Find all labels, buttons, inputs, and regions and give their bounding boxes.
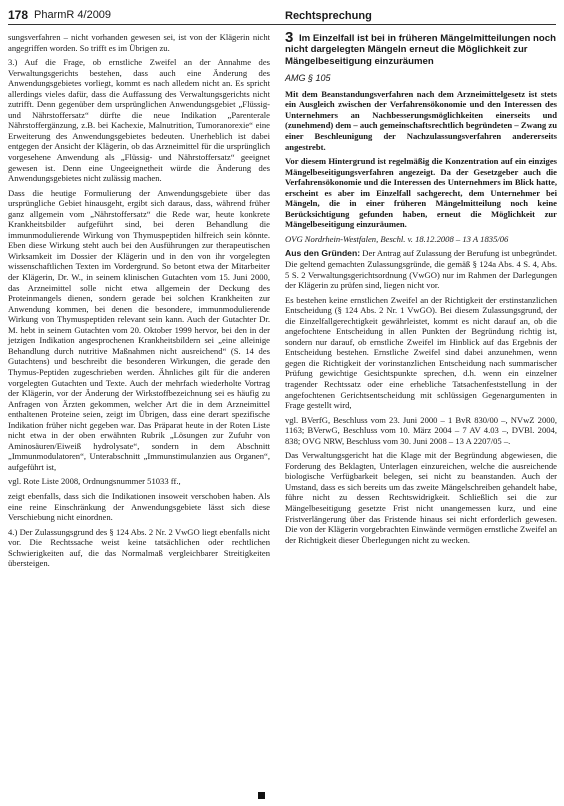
reasons-paragraph: Das Verwaltungsgericht hat die Klage mit der Begründung abgewiesen, die Forderung des Beklagten, Unterlagen einzureichen, welche die ausreichende biologische Verfügbarkeit belegen, sei nicht zu beanstanden. Auch der Umstand, dass es sich bereits um das zweite Mängelschreiben gehandelt habe, führe nicht zu dessen Rechtswidrigkeit. Schließlich sei die zur Mängelbeseitigung gesetzte Frist nicht unangemessen kurz, und eine Fristverlängerung über das Fristende hinaus sei nicht erforderlich gewesen. Die von der Klägerin vorgebrachten Einwände vermögen ernstliche Zweifel an der Richtigkeit dieser Überlegungen nicht zu wecken.	[285, 450, 557, 545]
header-rule	[8, 24, 556, 25]
journal-title: PharmR 4/2009	[34, 9, 112, 21]
left-citation: vgl. Rote Liste 2008, Ordnungsnummer 51033 ff.,	[8, 476, 181, 487]
end-mark	[258, 792, 265, 799]
reasons-label: Aus den Gründen:	[285, 248, 361, 259]
court-citation: OVG Nordrhein-Westfalen, Beschl. v. 18.12.2008 – 13 A 1835/06	[285, 233, 509, 244]
reasons-text: Der Antrag auf Zulassung der Berufung ist unbegründet. Die geltend gemachten Zulassungsgründe, die gemäß § 124a Abs. 4 S. 4, Abs. 5 S. 2 Verwaltungsgerichtsordnung (VwGO) nur im Rahmen der Darlegungen der Klägerin zu prüfen sind, liegen nicht vor.	[285, 248, 557, 291]
right-column	[285, 29, 557, 549]
page-number: 178	[8, 8, 29, 22]
left-paragraph: 3.) Auf die Frage, ob ernstliche Zweifel an der Annahme des Verwaltungsgerichts bestehen, dass auch eine Änderung des Anwendungsgebietes vorliegt, kommt es nach alledem nicht an. Es spricht allerdings vieles dafür, dass die Auffassung des Verwaltungsgerichts nicht zutrifft. Denn gegenüber dem ursprünglichen Anwendungsgebiet „Flüssig- und Nährstoffersatz“ dürfte die neue Indikation „Parenterale Nährstoffergänzung, z.B. bei Kachexie, Malnutrition, Tumoranorexie“ eine Erweiterung des Anwendungsgebietes bedeuten. Unerheblich ist dabei entgegen der Ansicht der Klägerin, ob das Arzneimittel für die ursprünglich vorgesehene Anwendung als „Flüssig- und Nährstoffersatz“ geeignet gewesen ist. Denn eine Ungeeignetheit würde die Änderung des Anwendungsgebietes nicht zulässig machen.	[8, 57, 270, 184]
reasons-paragraph	[285, 248, 557, 290]
case-headline-text: Im Einzelfall ist bei in früheren Mängelmitteilungen noch nicht dargelegten Mängeln erneut die Möglichkeit zur Mängelbeseitigung einzuräumen	[285, 33, 556, 67]
law-reference: AMG § 105	[285, 73, 331, 84]
reasons-citation: vgl. BVerfG, Beschluss vom 23. Juni 2000 – 1 BvR 830/00 –, NVwZ 2000, 1163; BVerwG, Beschluss vom 10. März 2004 – 7 AV 4.03 –, DVBl. 2004, 838; OVG NRW, Beschluss vom 30. Juni 2008 – 13 A 2207/05 –.	[285, 414, 557, 446]
guideline-paragraph: Vor diesem Hintergrund ist regelmäßig die Konzentration auf ein einziges Mängelbeseitigungsverfahren angezeigt. Da der Gesetzgeber auch die Verfahrensökonomie und die Interessen des Unternehmers im Blick hatte, erscheint es aber im Einzelfall sachgerecht, dem Unternehmer bei Mängeln, die in einer früheren Mängelmitteilung noch keine Berücksichtigung gefunden haben, erneut die Möglichkeit zur Mängelbeseitigung einzuräumen.	[285, 156, 557, 230]
reasons-paragraph: Es bestehen keine ernstlichen Zweifel an der Richtigkeit der erstinstanzlichen Entscheidung (§ 124 Abs. 2 Nr. 1 VwGO). Bei diesem Zulassungsgrund, der die Einzelfallgerechtigkeit gewährleistet, kommt es nicht darauf an, ob die angefochtene Entscheidung in allen Punkten der Begründung richtig ist, sondern nur darauf, ob ernstliche Zweifel im Hinblick auf das Ergebnis der Entscheidung bestehen. Ernstliche Zweifel sind dabei anzunehmen, wenn gegen die Richtigkeit der vorinstanzlichen Entscheidung nach summarischer Prüfung gewichtige Gesichtspunkte sprechen, d.h. wenn ein einzelner tragender Rechtssatz oder eine erhebliche Tatsachenfeststellung in der angefochtenen Gerichtsentscheidung mit schlüssigen Gegenargumenten in Frage gestellt wird,	[285, 294, 557, 411]
left-paragraph: zeigt ebenfalls, dass sich die Indikationen insoweit verschoben haben. Als eine reine Einschränkung der Anwendungsgebiete lässt sich diese Verschiebung nicht einordnen.	[8, 490, 270, 523]
left-paragraph: Dass die heutige Formulierung der Anwendungsgebiete über das ursprüngliche Gebiet hinausgeht, ergibt sich daraus, dass, während früher ganz allgemein vom „Nährstoffersatz“ die Rede war, heute konkrete Krankheitsbilder aufgeführt sind, bei deren Behandlung die immunmodulierende Wirkung von Thymuspeptiden hilfreich sein könnte. Eben diese Wirkung steht auch bei den Ausführungen zur therapeutischen Wirksamkeit im Dossier der Klägerin und in den von ihr vorgelegten wissenschaftlichen Texten im Vordergrund. So betont etwa der Mitarbeiter der Klägerin, Dr. W., in seinem klinischen Gutachten vom 15. Juni 2000, das Arzneimittel solle nicht etwa allgemein der Deckung des Proteinmangels dienen, sondern gerade bei solchen Krankheiten zur Anwendung kommen, bei denen die besondere, immunmodulierende Wirkung von Thymuspeptiden relevant sein kann. Auch der Gutachter Dr. M. hebt in seinem Gutachten vom 20. Oktober 1999 hervor, bei den in der jetzigen Indikation angesprochenen Krankheitsbildern sei „eine alleinige Behandlung durch nutritive Maßnahmen nicht ausreichend“ (S. 14 des Gutachtens) und beschreibt die besonderen Wirkungen, die gerade den Thymus-Peptiden zugeschrieben werden. Ähnliches gilt für die anderen vorgelegten Gutachten und Texte. Auch der mehrfach wiederholte Vortrag der Klägerin, vor der Änderung der Wirkstoffbezeichnung sei es häufig zu Anfragen von Ärzten gekommen, welcher Art die in dem Arzneimittel enthaltenen Proteine seien, zeigt im Übrigen, dass eine derart spezifische Indikation früher nicht gegeben war. Das Präparat heute in der Roten Liste nicht etwa in der oben erwähnten Rubrik „Lösungen zur Zufuhr von Aminosäuren/Eiweiß hydrolysate“, sondern in dem Abschnitt „Immunmodulatoren“, Unterabschnitt „Immunstimulanzien aus Organen“, aufgeführt ist,	[8, 187, 270, 472]
left-paragraph: sungsverfahren – nicht vorhanden gewesen sei, ist von der Klägerin nicht angegriffen worden. So trifft es im Übrigen zu.	[8, 32, 270, 53]
case-number: 3	[285, 29, 294, 46]
left-paragraph: 4.) Der Zulassungsgrund des § 124 Abs. 2 Nr. 2 VwGO liegt ebenfalls nicht vor. Die Rechtssache weist keine tatsächlichen oder rechtlichen Schwierigkeiten auf, die das Normalmaß vergleichbarer Streitigkeiten übersteigen.	[8, 526, 270, 569]
left-column	[8, 32, 270, 573]
page-header	[0, 0, 564, 30]
case-headline	[285, 29, 557, 67]
section-title: Rechtsprechung	[285, 10, 372, 22]
guideline-paragraph: Mit dem Beanstandungsverfahren nach dem Arzneimittelgesetz ist stets ein Ausgleich zwischen der Verfahrensökonomie und den Interessen des Unternehmers an Nachbesserungsmöglichkeiten einerseits und (zunehmend) dem – auch gemeinschaftsrechtlich begründeten – Zwang zu einer Beschleunigung der Nachzulassungsverfahren andererseits angestrebt.	[285, 88, 557, 152]
